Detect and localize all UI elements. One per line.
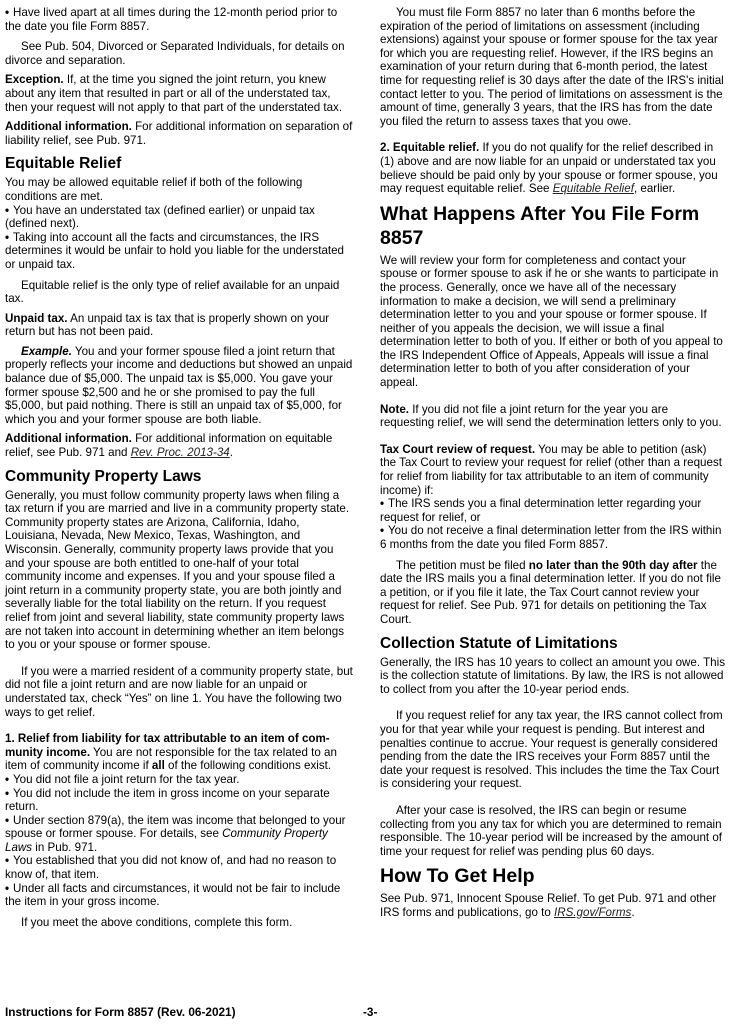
must-file-paragraph: You must file Form 8857 no later than 6 months before the expiration of the period of limitations on assessment (including extensions) against your spouse or former spouse for the tax year for which you are requesting relief. However, if the IRS begins an examination of your return during that 6-month period, the latest time for requesting relief is 30 days after the date of the IRS's initial contact letter to you. The period of limitations on assessment is the amount of time, generally 3 years, that the IRS has from the date you filed the return to assess taxes that you owe.: [380, 6, 724, 128]
equitable-2-label: 2. Equitable relief.: [380, 141, 480, 155]
petition-text-b: the date the IRS mails you a final determination letter. If you do not file a petition, or if you file it late, the Tax Court cannot review your request for relief. See Pub. 971 for details on petitioning the Tax Court.: [380, 558, 721, 626]
tax-court-text: You may be able to petition (ask) the Tax Court to review your request for relief (other than a request for relief from liability for tax attributable to an item of community income) if:: [380, 442, 722, 497]
equitable-relief-item: [380, 141, 725, 195]
relief-1-text-a: You are not responsible for the tax related to an item of community income if: [5, 745, 337, 773]
note-label: Note.: [380, 402, 409, 416]
bullet-879a-italic: Community Property Laws: [5, 827, 328, 854]
footer-title: Instructions for Form 8857 (Rev. 06-2021): [5, 1005, 236, 1019]
bullet-not-fair: • Under all facts and circumstances, it would not be fair to include the item in your gross income.: [5, 882, 353, 909]
equitable-intro: You may be allowed equitable relief if both of the following conditions are met.: [5, 176, 303, 203]
rev-proc-link[interactable]: Rev. Proc. 2013-34: [130, 446, 230, 460]
unpaid-tax-text: An unpaid tax is tax that is properly shown on your return but has not been paid.: [5, 311, 330, 339]
exception-paragraph: [5, 73, 353, 114]
exception-text: If, at the time you signed the joint return, you knew about any item that resulted in part or all of the understated tax, then your request will not apply to that part of the understated tax.: [5, 73, 343, 114]
equitable-relief-link[interactable]: Equitable Relief: [552, 182, 634, 196]
example-text: You and your former spouse filed a joint return that properly reflects your income and deductions but showed an unpaid balance due of $5,000. The unpaid tax is $5,000. You gave your former spouse $2,500 and he or she promised to pay the full $5,000, but paid nothing. There is still an unpaid tax of $5,000, for which you and your former spouse are both liable.: [5, 344, 353, 426]
page-number: -3-: [363, 1005, 378, 1019]
bullet-no-letter: • You do not receive a final determination letter from the IRS within 6 months from the date you filed Form 8857.: [380, 524, 725, 551]
bullet-no-joint-return: • You did not file a joint return for the tax year.: [5, 773, 353, 787]
equitable-relief-heading: Equitable Relief: [5, 155, 122, 173]
left-column: [5, 6, 353, 935]
help-tail: .: [631, 905, 635, 919]
additional-info-equitable: Additional information. For additional information on equitable relief, see Pub. 971 and Rev. Proc. 2013-34.: [5, 432, 333, 460]
married-resident-paragraph: If you were a married resident of a community property state, but did not file a joint return and are now liable for an unpaid or understated tax, check “Yes” on line 1. You have the following two ways to get relief.: [5, 664, 353, 719]
what-happens-heading: What Happens After You File Form 8857: [380, 202, 700, 249]
irs-forms-link[interactable]: IRS.gov/Forms: [554, 905, 632, 919]
bullet-understated-tax: • You have an understated tax (defined earlier) or unpaid tax (defined next).: [5, 204, 353, 231]
help-paragraph: [380, 892, 725, 919]
see-pub-504: See Pub. 504, Divorced or Separated Individuals, for details on divorce and separation.: [5, 40, 345, 67]
additional-info-label: Additional information.: [5, 120, 132, 134]
help-text: See Pub. 971, Innocent Spouse Relief. To get Pub. 971 and other IRS forms and publications, go to: [380, 892, 717, 919]
tax-court-label: Tax Court review of request.: [380, 442, 536, 456]
note-paragraph: [380, 403, 725, 430]
collection-paragraph-1: Generally, the IRS has 10 years to collect an amount you owe. This is the collection statute of limitations. By law, the IRS is not allowed to collect from you after the 10-year period ends.: [380, 655, 725, 696]
bullet-879a-text-a: Under section 879(a), the item was income that belonged to your spouse or former spouse. For details, see: [5, 813, 346, 841]
petition-deadline: no later than the 90th day after: [528, 558, 698, 572]
how-to-get-help-heading: How To Get Help: [380, 865, 535, 888]
community-property-paragraph: Generally, you must follow community property laws when filing a tax return if you are married and live in a community property state. Community property states are Arizona, California, Idaho, Louisiana, Nevada, New Mexico, Texas, Washington, and Wisconsin. Generally, community property laws provide that you and your spouse are both entitled to one-half of your total community income and expenses. If you and your spouse filed a joint return in a community property state, you are both jointly and severally liable for the total liability on the return. If you request relief from joint and several liability, state community property laws are not taken into account in determining whether an item belongs to you or your spouse or former spouse.: [5, 488, 350, 652]
community-property-heading: Community Property Laws: [5, 467, 202, 485]
bullet-section-879a: [5, 814, 353, 855]
bullet-gross-income: • You did not include the item in gross income on your separate return.: [5, 787, 353, 814]
page-footer: [5, 1006, 745, 1020]
additional-info-text: For additional information on separation of liability relief, see Pub. 971.: [5, 120, 353, 147]
review-paragraph: We will review your form for completeness and contact your spouse or former spouse to ask if he or she wants to participate in the process. Generally, once we have all of the necessary information to make a decision, we will send a preliminary determination letter to you and your spouse or former spouse. If neither of you appeals the decision, we will issue a final determination letter to both of you. If either or both of you appeal to the IRS Independent Office of Appeals, Appeals will issue a final determination letter to both of you after consideration of your appeal.: [380, 253, 723, 390]
example-label: Example.: [21, 344, 72, 358]
tax-court-paragraph: [380, 443, 725, 497]
equitable-2-tail: , earlier.: [633, 182, 676, 196]
exception-label: Exception.: [5, 73, 64, 87]
additional-info-separation: [5, 120, 353, 147]
bullet-lived-apart: • Have lived apart at all times during the 12-month period prior to the date you file Form 8857.: [5, 6, 353, 33]
example-paragraph: [5, 345, 353, 427]
relief-1-text-b: of the following conditions exist.: [164, 759, 332, 773]
unpaid-tax-label: Unpaid tax.: [5, 311, 68, 325]
if-meet-conditions: If you meet the above conditions, complete this form.: [21, 915, 293, 929]
bullet-879a-text-b: in Pub. 971.: [32, 840, 98, 854]
bullet-final-letter: • The IRS sends you a final determination letter regarding your request for relief, or: [380, 497, 725, 524]
relief-1-label: 1. Relief from liability for tax attributable to an item of com-munity income.: [5, 732, 330, 759]
bullet-unfair-liability: • Taking into account all the facts and circumstances, the IRS determines it would be unfair to hold you liable for the understated or unpaid tax.: [5, 231, 353, 272]
equitable-only-type: Equitable relief is the only type of relief available for an unpaid tax.: [5, 278, 340, 306]
relief-1-all: all: [151, 759, 165, 773]
equitable-2-text: If you do not qualify for the relief described in (1) above and are now liable for an unpaid or understated tax you believe should be paid only by your spouse or former spouse, you may request equitable relief. See: [380, 141, 718, 196]
additional-info-text-2: For additional information on equitable relief, see Pub. 971 and: [5, 432, 333, 460]
additional-info-label-2: Additional information.: [5, 432, 132, 446]
petition-paragraph: [380, 559, 725, 627]
petition-text-a: The petition must be filed: [396, 558, 529, 572]
unpaid-tax-paragraph: [5, 312, 353, 339]
bullet-did-not-know: • You established that you did not know of, and had no reason to know of, that item.: [5, 854, 353, 881]
right-column: [380, 6, 725, 925]
note-text: If you did not file a joint return for the year you are requesting relief, we will send the determination letters only to you.: [380, 402, 722, 430]
relief-item-community-income: [5, 732, 353, 773]
collection-paragraph-3: After your case is resolved, the IRS can begin or resume collecting from you any tax for which you are determined to remain responsible. The 10-year period will be increased by the amount of time your request for relief was pending plus 60 days.: [380, 803, 722, 858]
collection-statute-heading: Collection Statute of Limitations: [380, 634, 618, 652]
collection-paragraph-2: If you request relief for any tax year, the IRS cannot collect from you for that year while your request is pending. But interest and penalties continue to accrue. Your request is generally considered pending from the date the IRS receives your Form 8857 until the date your request is resolved. This includes the time the Tax Court is considering your request.: [380, 709, 723, 791]
